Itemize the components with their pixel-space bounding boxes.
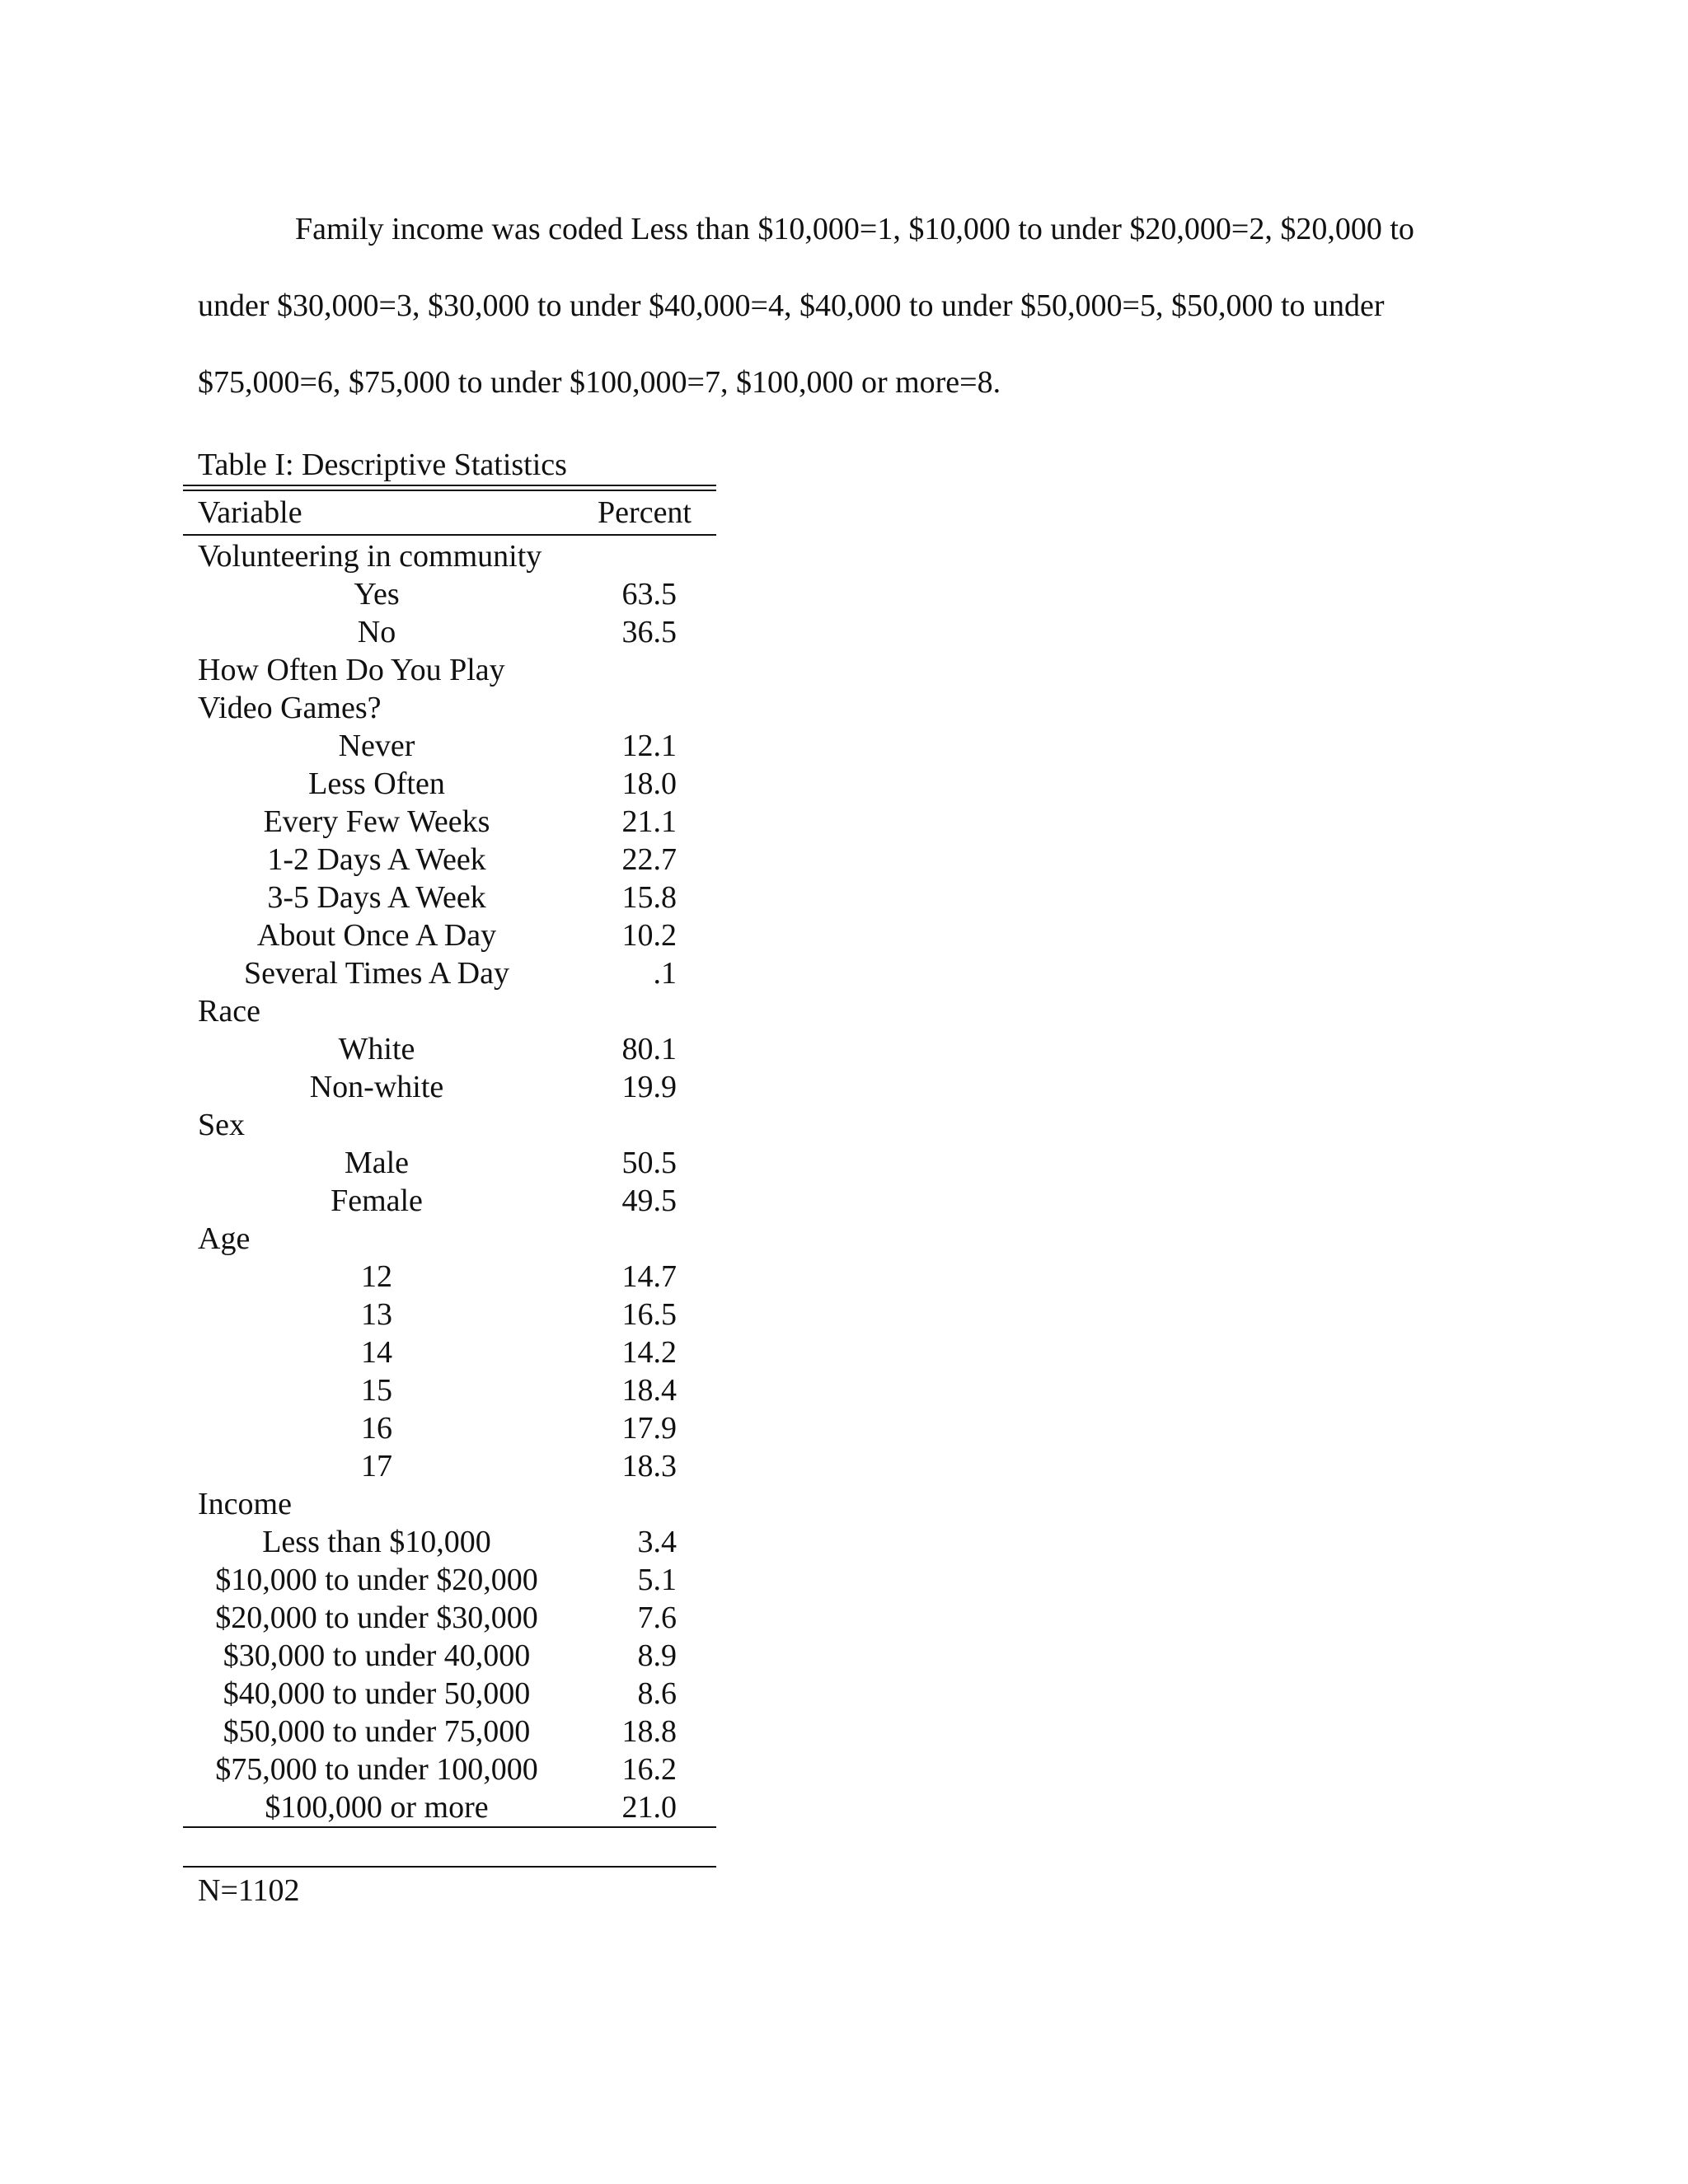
note-rule: [183, 1866, 716, 1868]
row-value: 80.1: [621, 1032, 677, 1066]
table-row: [183, 1447, 716, 1485]
table-row: [183, 1713, 716, 1750]
row-label: Several Times A Day: [244, 956, 509, 991]
row-label: $20,000 to under $30,000: [215, 1601, 538, 1635]
row-label: 16: [361, 1411, 392, 1446]
row-label: $75,000 to under 100,000: [215, 1752, 538, 1787]
row-value: 19.9: [621, 1070, 677, 1104]
row-value: 8.9: [637, 1638, 677, 1673]
row-label: 13: [361, 1297, 392, 1332]
row-label: $100,000 or more: [265, 1790, 489, 1825]
row-value: .1: [653, 956, 677, 991]
row-label: $10,000 to under $20,000: [215, 1563, 538, 1597]
table-top-rule: [183, 485, 716, 491]
row-value: 50.5: [621, 1146, 677, 1180]
row-value: 17.9: [621, 1411, 677, 1446]
row-value: 16.5: [621, 1297, 677, 1332]
row-label: 1-2 Days A Week: [267, 842, 486, 877]
table-row: [183, 1068, 716, 1106]
table-row: [183, 954, 716, 992]
row-label: Non-white: [309, 1070, 444, 1104]
group-label-sex: Sex: [198, 1108, 245, 1142]
table-row: [183, 879, 716, 916]
table-row: [183, 575, 716, 613]
row-label: Female: [331, 1183, 423, 1218]
paragraph-line: Family income was coded Less than $10,000=1, $10,000 to under $20,000=2, $20,000 to: [295, 212, 1414, 246]
row-label: Yes: [354, 577, 400, 612]
group-label-age: Age: [198, 1221, 251, 1256]
table-spacer: [183, 1828, 716, 1866]
row-value: 7.6: [637, 1601, 677, 1635]
row-value: 21.0: [621, 1790, 677, 1825]
table-row: [183, 1030, 716, 1068]
group-label-video-games-line2: Video Games?: [198, 691, 382, 725]
row-value: 15.8: [621, 880, 677, 915]
row-label: White: [338, 1032, 415, 1066]
sample-size-note: N=1102: [198, 1873, 300, 1908]
row-label: 17: [361, 1449, 392, 1483]
row-value: 12.1: [621, 729, 677, 763]
table-row: [183, 803, 716, 841]
table-row: [183, 1296, 716, 1333]
table-row: [183, 727, 716, 765]
table-row: [183, 1675, 716, 1713]
table-row: [183, 1561, 716, 1599]
table-header-row: [183, 491, 716, 534]
row-value: 14.2: [621, 1335, 677, 1370]
table-row: [183, 1258, 716, 1296]
group-label-video-games: How Often Do You Play: [198, 653, 505, 687]
row-label: 14: [361, 1335, 392, 1370]
row-value: 3.4: [637, 1525, 677, 1559]
row-label: Less Often: [308, 766, 445, 801]
table-row: [183, 916, 716, 954]
row-value: 8.6: [637, 1676, 677, 1711]
group-label-volunteering: Volunteering in community: [198, 539, 542, 574]
row-label: 12: [361, 1259, 392, 1294]
row-value: 22.7: [621, 842, 677, 877]
row-value: 49.5: [621, 1183, 677, 1218]
table-row: [183, 613, 716, 651]
group-label-income: Income: [198, 1487, 292, 1521]
row-value: 21.1: [621, 804, 677, 839]
row-label: $50,000 to under 75,000: [223, 1714, 531, 1749]
table-row: [183, 1788, 716, 1826]
table-caption: Table I: Descriptive Statistics: [198, 448, 567, 482]
table-row: [183, 1409, 716, 1447]
paragraph-line: $75,000=6, $75,000 to under $100,000=7, $100,000 or more=8.: [198, 365, 1001, 400]
row-value: 18.8: [621, 1714, 677, 1749]
row-label: Never: [338, 729, 415, 763]
income-coding-paragraph: [198, 191, 1500, 421]
row-value: 18.4: [621, 1373, 677, 1408]
row-label: About Once A Day: [256, 918, 497, 953]
row-label: 15: [361, 1373, 392, 1408]
row-label: Less than $10,000: [262, 1525, 491, 1559]
table-row: [183, 1144, 716, 1182]
table-row: [183, 1371, 716, 1409]
descriptive-statistics-table: [183, 445, 716, 1910]
row-value: 18.0: [621, 766, 677, 801]
table-row: [183, 1750, 716, 1788]
table-row: [183, 765, 716, 803]
row-value: 63.5: [621, 577, 677, 612]
header-variable: Variable: [198, 495, 302, 530]
table-body: [183, 536, 716, 1826]
row-value: 18.3: [621, 1449, 677, 1483]
row-label: Every Few Weeks: [263, 804, 490, 839]
row-label: No: [357, 615, 396, 649]
row-value: 16.2: [621, 1752, 677, 1787]
row-value: 36.5: [621, 615, 677, 649]
row-label: $30,000 to under 40,000: [223, 1638, 531, 1673]
row-label: 3-5 Days A Week: [267, 880, 486, 915]
table-row: [183, 1637, 716, 1675]
header-percent: Percent: [598, 495, 692, 530]
group-label-race: Race: [198, 994, 260, 1029]
row-label: Male: [344, 1146, 410, 1180]
table-row: [183, 1333, 716, 1371]
table-row: [183, 1599, 716, 1637]
row-value: 14.7: [621, 1259, 677, 1294]
paragraph-line: under $30,000=3, $30,000 to under $40,000=4, $40,000 to under $50,000=5, $50,000 to under: [198, 288, 1385, 323]
table-row: [183, 1523, 716, 1561]
table-row: [183, 841, 716, 879]
row-value: 10.2: [621, 918, 677, 953]
table-row: [183, 1182, 716, 1220]
row-value: 5.1: [637, 1563, 677, 1597]
row-label: $40,000 to under 50,000: [223, 1676, 531, 1711]
